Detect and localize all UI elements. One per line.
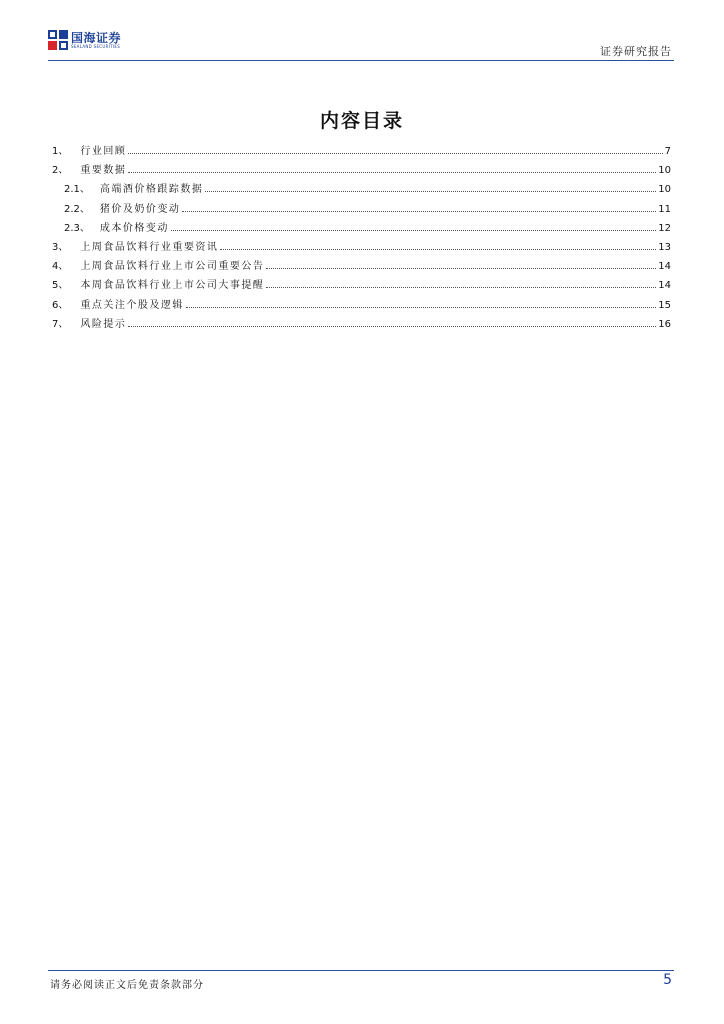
toc-entry-page: 10 — [658, 184, 671, 196]
toc-subentry[interactable] — [52, 200, 671, 219]
toc-leader-dots — [266, 267, 656, 269]
toc-entry-number: 4、 — [52, 261, 69, 273]
footer-disclaimer: 请务必阅读正文后免责条款部分 — [50, 980, 204, 991]
toc-entry-label: 上周食品饮料行业上市公司重要公告 — [80, 261, 265, 273]
toc-leader-dots — [128, 152, 662, 154]
toc-entry[interactable] — [52, 296, 671, 315]
toc-subentry[interactable] — [52, 180, 671, 199]
toc-entry-number: 3、 — [52, 241, 69, 253]
toc-entry-page: 7 — [664, 146, 671, 157]
toc-entry-label: 风险提示 — [80, 318, 127, 330]
toc-entry-number: 2.1、 — [64, 184, 90, 196]
toc-entry[interactable] — [52, 142, 671, 161]
toc-leader-dots — [128, 171, 656, 173]
toc-entry-number: 1、 — [52, 146, 69, 157]
toc-leader-dots — [220, 248, 656, 250]
toc-entry-page: 16 — [658, 318, 671, 330]
toc-entry-page: 10 — [658, 165, 671, 177]
toc-entry[interactable] — [52, 238, 671, 257]
toc-entry-label: 重点关注个股及逻辑 — [80, 299, 184, 311]
toc-title: 内容目录 — [319, 110, 404, 132]
page-header — [48, 30, 674, 62]
toc-leader-dots — [182, 210, 656, 212]
toc-entry-page: 15 — [658, 299, 671, 311]
toc-entry[interactable] — [52, 315, 671, 334]
toc-entry-label: 本周食品饮料行业上市公司大事提醒 — [80, 280, 265, 292]
toc-leader-dots — [171, 229, 656, 231]
toc-entry-label: 重要数据 — [80, 165, 127, 177]
company-logo — [48, 30, 121, 50]
toc-entry-page: 13 — [658, 241, 671, 253]
toc-entry-number: 6、 — [52, 299, 69, 311]
toc-entry-label: 行业回顾 — [80, 146, 127, 157]
toc-entry-page: 14 — [658, 261, 671, 273]
toc-entry-label: 猪价及奶价变动 — [99, 203, 181, 215]
toc-entry[interactable] — [52, 257, 671, 276]
page-number: 5 — [663, 972, 672, 988]
logo-name-cn: 国海证券 — [71, 30, 122, 45]
sealand-logo-icon — [48, 30, 68, 50]
toc-entry-page: 12 — [658, 222, 671, 234]
report-type-label: 证券研究报告 — [600, 45, 672, 58]
toc-entry-number: 2.2、 — [64, 203, 90, 215]
footer-divider — [48, 970, 674, 971]
toc-entry-label: 高端酒价格跟踪数据 — [99, 184, 204, 196]
toc-entry[interactable] — [52, 161, 671, 180]
toc-leader-dots — [266, 286, 656, 288]
toc-entry-label: 成本价格变动 — [99, 222, 169, 234]
toc-entry-number: 7、 — [52, 318, 69, 330]
toc-entry[interactable] — [52, 276, 671, 295]
toc-entry-number: 2、 — [52, 165, 69, 177]
toc-leader-dots — [128, 325, 656, 327]
header-divider — [48, 60, 674, 61]
toc-entry-number: 5、 — [52, 280, 69, 292]
toc-entry-number: 2.3、 — [64, 222, 90, 234]
toc-entry-label: 上周食品饮料行业重要资讯 — [80, 241, 219, 253]
toc-subentry[interactable] — [52, 219, 671, 238]
toc-leader-dots — [186, 306, 656, 308]
toc-leader-dots — [205, 190, 656, 192]
table-of-contents — [52, 142, 671, 334]
toc-entry-page: 14 — [658, 280, 671, 292]
toc-entry-page: 11 — [658, 203, 671, 215]
logo-name-en: SEALAND SECURITIES — [71, 43, 121, 49]
